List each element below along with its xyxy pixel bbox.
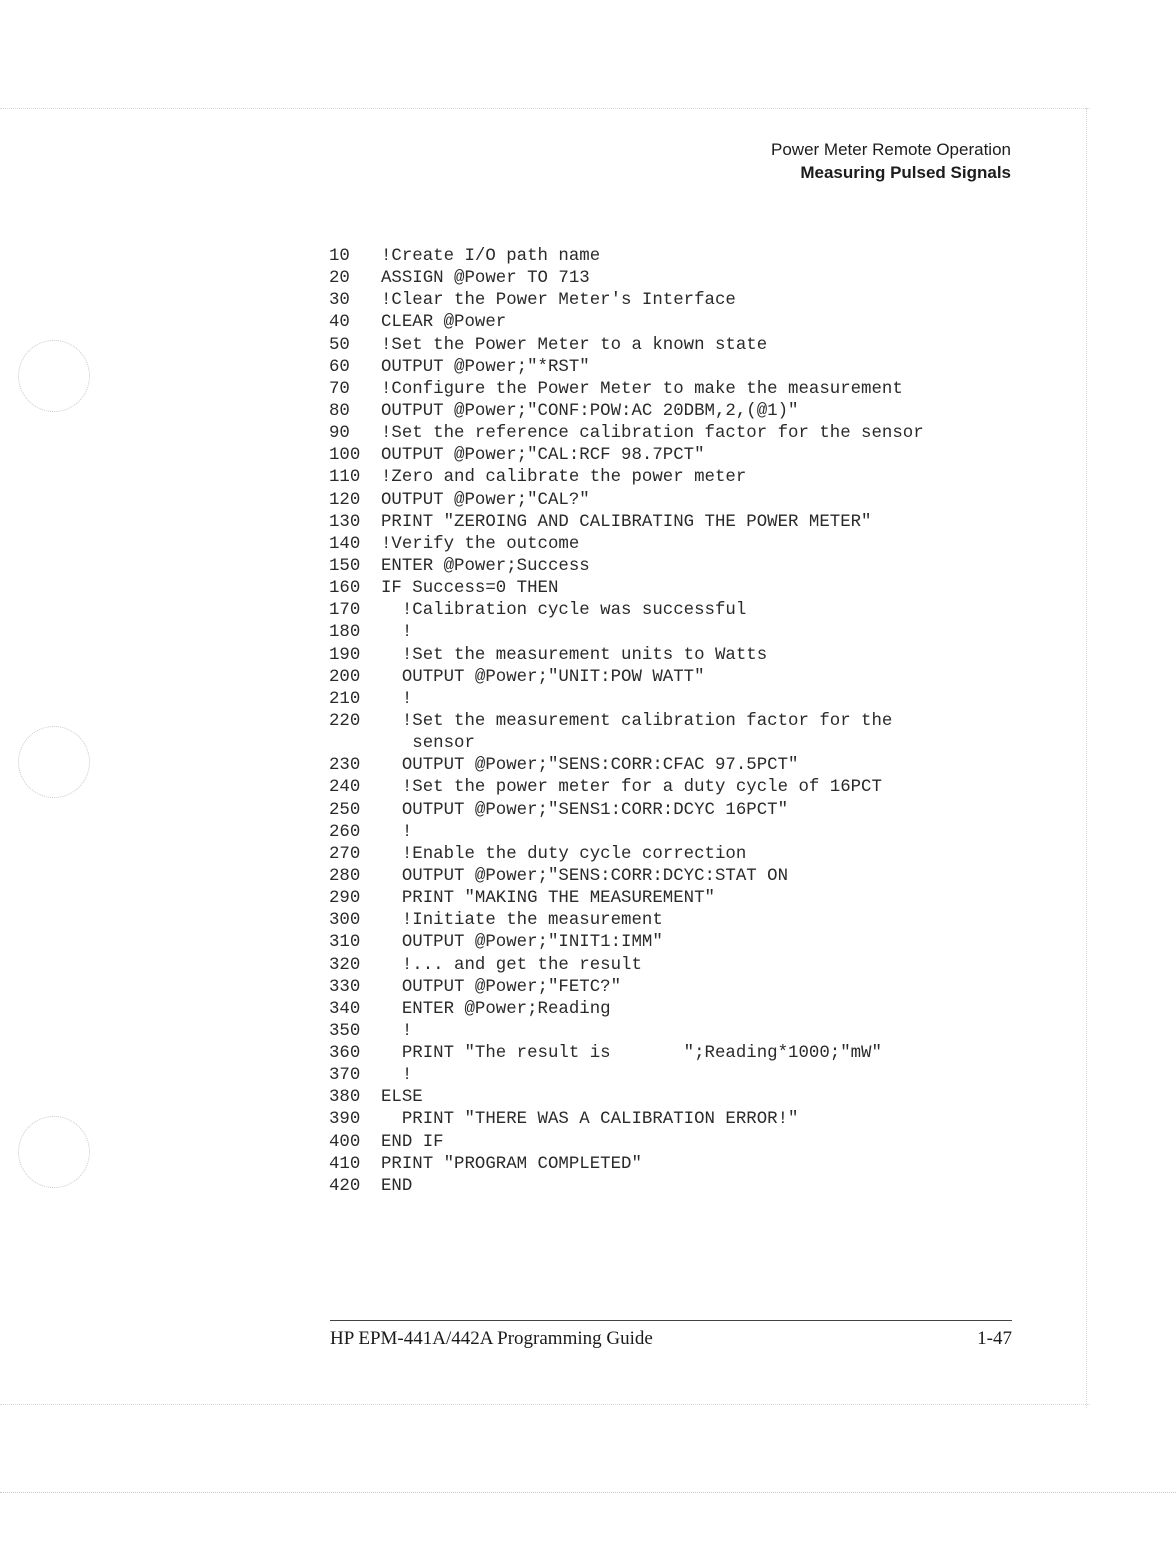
scan-border-foot — [0, 1492, 1176, 1493]
code-line — [329, 534, 1029, 556]
line-statement: sensor — [381, 734, 475, 754]
code-line — [329, 888, 1029, 910]
code-line — [329, 844, 1029, 866]
line-number: 220 — [329, 711, 361, 731]
line-number: 350 — [329, 1021, 361, 1041]
line-number: 380 — [329, 1088, 361, 1108]
line-number: 330 — [329, 977, 361, 997]
code-line — [329, 932, 1029, 954]
line-number: 100 — [329, 446, 361, 466]
code-line — [329, 910, 1029, 932]
line-number: 130 — [329, 512, 361, 532]
line-statement: ! — [381, 689, 413, 709]
code-line — [329, 977, 1029, 999]
line-statement: CLEAR @Power — [381, 313, 507, 333]
line-statement: PRINT "MAKING THE MEASUREMENT" — [381, 889, 715, 909]
line-statement: END — [381, 1176, 413, 1196]
line-number: 180 — [329, 623, 361, 643]
line-number: 410 — [329, 1154, 361, 1174]
line-number: 320 — [329, 955, 361, 975]
line-statement: ! — [381, 1066, 413, 1086]
binder-hole — [18, 340, 90, 412]
line-statement: OUTPUT @Power;"CONF:POW:AC 20DBM,2,(@1)" — [381, 401, 799, 421]
line-statement: OUTPUT @Power;"FETC?" — [381, 977, 622, 997]
line-statement: !Configure the Power Meter to make the measurement — [381, 379, 903, 399]
line-number: 290 — [329, 889, 361, 909]
line-statement: !Set the power meter for a duty cycle of 16PCT — [381, 778, 882, 798]
line-number: 110 — [329, 468, 361, 488]
code-line — [329, 312, 1029, 334]
code-line — [329, 777, 1029, 799]
line-statement: !Set the measurement units to Watts — [381, 645, 768, 665]
code-line — [329, 667, 1029, 689]
code-line — [329, 755, 1029, 777]
line-statement: ELSE — [381, 1088, 423, 1108]
code-line — [329, 1109, 1029, 1131]
line-statement: !Set the Power Meter to a known state — [381, 335, 768, 355]
line-statement: PRINT "ZEROING AND CALIBRATING THE POWER METER" — [381, 512, 872, 532]
line-number: 270 — [329, 844, 361, 864]
chapter-title: Power Meter Remote Operation — [771, 140, 1011, 159]
line-statement: ! — [381, 822, 413, 842]
code-line — [329, 1154, 1029, 1176]
line-number: 80 — [329, 401, 350, 421]
line-number: 300 — [329, 911, 361, 931]
line-statement: END IF — [381, 1132, 444, 1152]
line-statement: OUTPUT @Power;"SENS1:CORR:DCYC 16PCT" — [381, 800, 789, 820]
code-line — [329, 246, 1029, 268]
line-number: 360 — [329, 1044, 361, 1064]
line-number: 240 — [329, 778, 361, 798]
line-statement: OUTPUT @Power;"CAL?" — [381, 490, 590, 510]
line-number: 250 — [329, 800, 361, 820]
line-statement: !... and get the result — [381, 955, 642, 975]
code-line — [329, 467, 1029, 489]
line-statement: !Set the reference calibration factor for the sensor — [381, 424, 924, 444]
code-line — [329, 1087, 1029, 1109]
line-number: 210 — [329, 689, 361, 709]
line-statement: !Create I/O path name — [381, 247, 601, 266]
line-number: 160 — [329, 579, 361, 599]
code-line — [329, 1043, 1029, 1065]
line-statement: PRINT "PROGRAM COMPLETED" — [381, 1154, 642, 1174]
code-line — [329, 711, 1029, 733]
line-number: 40 — [329, 313, 350, 333]
code-line — [329, 733, 1029, 755]
code-line — [329, 379, 1029, 401]
line-number: 140 — [329, 534, 361, 554]
running-header — [771, 138, 1011, 184]
code-line — [329, 335, 1029, 357]
code-line — [329, 822, 1029, 844]
line-statement: !Zero and calibrate the power meter — [381, 468, 747, 488]
code-line — [329, 290, 1029, 312]
line-number: 370 — [329, 1066, 361, 1086]
code-line — [329, 512, 1029, 534]
line-statement: !Set the measurement calibration factor for the — [381, 711, 893, 731]
line-number: 400 — [329, 1132, 361, 1152]
line-statement: ASSIGN @Power TO 713 — [381, 269, 590, 289]
code-line — [329, 999, 1029, 1021]
line-number: 260 — [329, 822, 361, 842]
footer-rule — [330, 1320, 1012, 1321]
line-number: 10 — [329, 247, 350, 266]
code-line — [329, 622, 1029, 644]
line-statement: PRINT "THERE WAS A CALIBRATION ERROR!" — [381, 1110, 799, 1130]
line-statement: OUTPUT @Power;"*RST" — [381, 357, 590, 377]
page-number: 1-47 — [977, 1328, 1012, 1349]
code-line — [329, 556, 1029, 578]
scan-border-right — [1086, 108, 1087, 1408]
line-number: 60 — [329, 357, 350, 377]
code-line — [329, 1021, 1029, 1043]
line-number: 20 — [329, 269, 350, 289]
line-statement: PRINT "The result is ";Reading*1000;"mW" — [381, 1044, 882, 1064]
line-statement: ENTER @Power;Success — [381, 556, 590, 576]
code-line — [329, 490, 1029, 512]
code-line — [329, 423, 1029, 445]
code-line — [329, 866, 1029, 888]
code-line — [329, 1176, 1029, 1198]
line-number: 340 — [329, 999, 361, 1019]
binder-hole — [18, 726, 90, 798]
line-statement: !Verify the outcome — [381, 534, 580, 554]
line-statement: OUTPUT @Power;"CAL:RCF 98.7PCT" — [381, 446, 705, 466]
code-line — [329, 1065, 1029, 1087]
code-line — [329, 645, 1029, 667]
code-line — [329, 800, 1029, 822]
code-line — [329, 445, 1029, 467]
line-number: 190 — [329, 645, 361, 665]
code-line — [329, 1132, 1029, 1154]
line-statement: OUTPUT @Power;"SENS:CORR:CFAC 97.5PCT" — [381, 756, 799, 776]
line-number: 30 — [329, 291, 350, 311]
program-listing — [329, 246, 1029, 1198]
code-line — [329, 268, 1029, 290]
code-line — [329, 401, 1029, 423]
line-number: 50 — [329, 335, 350, 355]
line-statement: OUTPUT @Power;"SENS:CORR:DCYC:STAT ON — [381, 866, 789, 886]
line-statement: ENTER @Power;Reading — [381, 999, 611, 1019]
line-statement: OUTPUT @Power;"INIT1:IMM" — [381, 933, 663, 953]
line-number: 310 — [329, 933, 361, 953]
section-title: Measuring Pulsed Signals — [800, 163, 1011, 182]
line-number: 420 — [329, 1176, 361, 1196]
binder-hole — [18, 1116, 90, 1188]
line-number: 230 — [329, 756, 361, 776]
line-number: 120 — [329, 490, 361, 510]
line-statement: !Initiate the measurement — [381, 911, 663, 931]
line-number: 200 — [329, 667, 361, 687]
footer-title: HP EPM-441A/442A Programming Guide — [330, 1328, 653, 1349]
line-statement: !Clear the Power Meter's Interface — [381, 291, 736, 311]
line-statement: !Calibration cycle was successful — [381, 601, 747, 621]
line-statement: ! — [381, 623, 413, 643]
code-line — [329, 955, 1029, 977]
code-line — [329, 600, 1029, 622]
line-number: 170 — [329, 601, 361, 621]
line-statement: IF Success=0 THEN — [381, 579, 559, 599]
code-line — [329, 689, 1029, 711]
scan-border-bottom — [0, 1404, 1090, 1405]
line-number: 90 — [329, 424, 350, 444]
line-number: 70 — [329, 379, 350, 399]
line-statement: !Enable the duty cycle correction — [381, 844, 747, 864]
code-line — [329, 357, 1029, 379]
line-statement: ! — [381, 1021, 413, 1041]
line-statement: OUTPUT @Power;"UNIT:POW WATT" — [381, 667, 705, 687]
line-number: 280 — [329, 866, 361, 886]
line-number: 390 — [329, 1110, 361, 1130]
line-number: 150 — [329, 556, 361, 576]
code-line — [329, 578, 1029, 600]
scan-border-top — [0, 108, 1090, 109]
